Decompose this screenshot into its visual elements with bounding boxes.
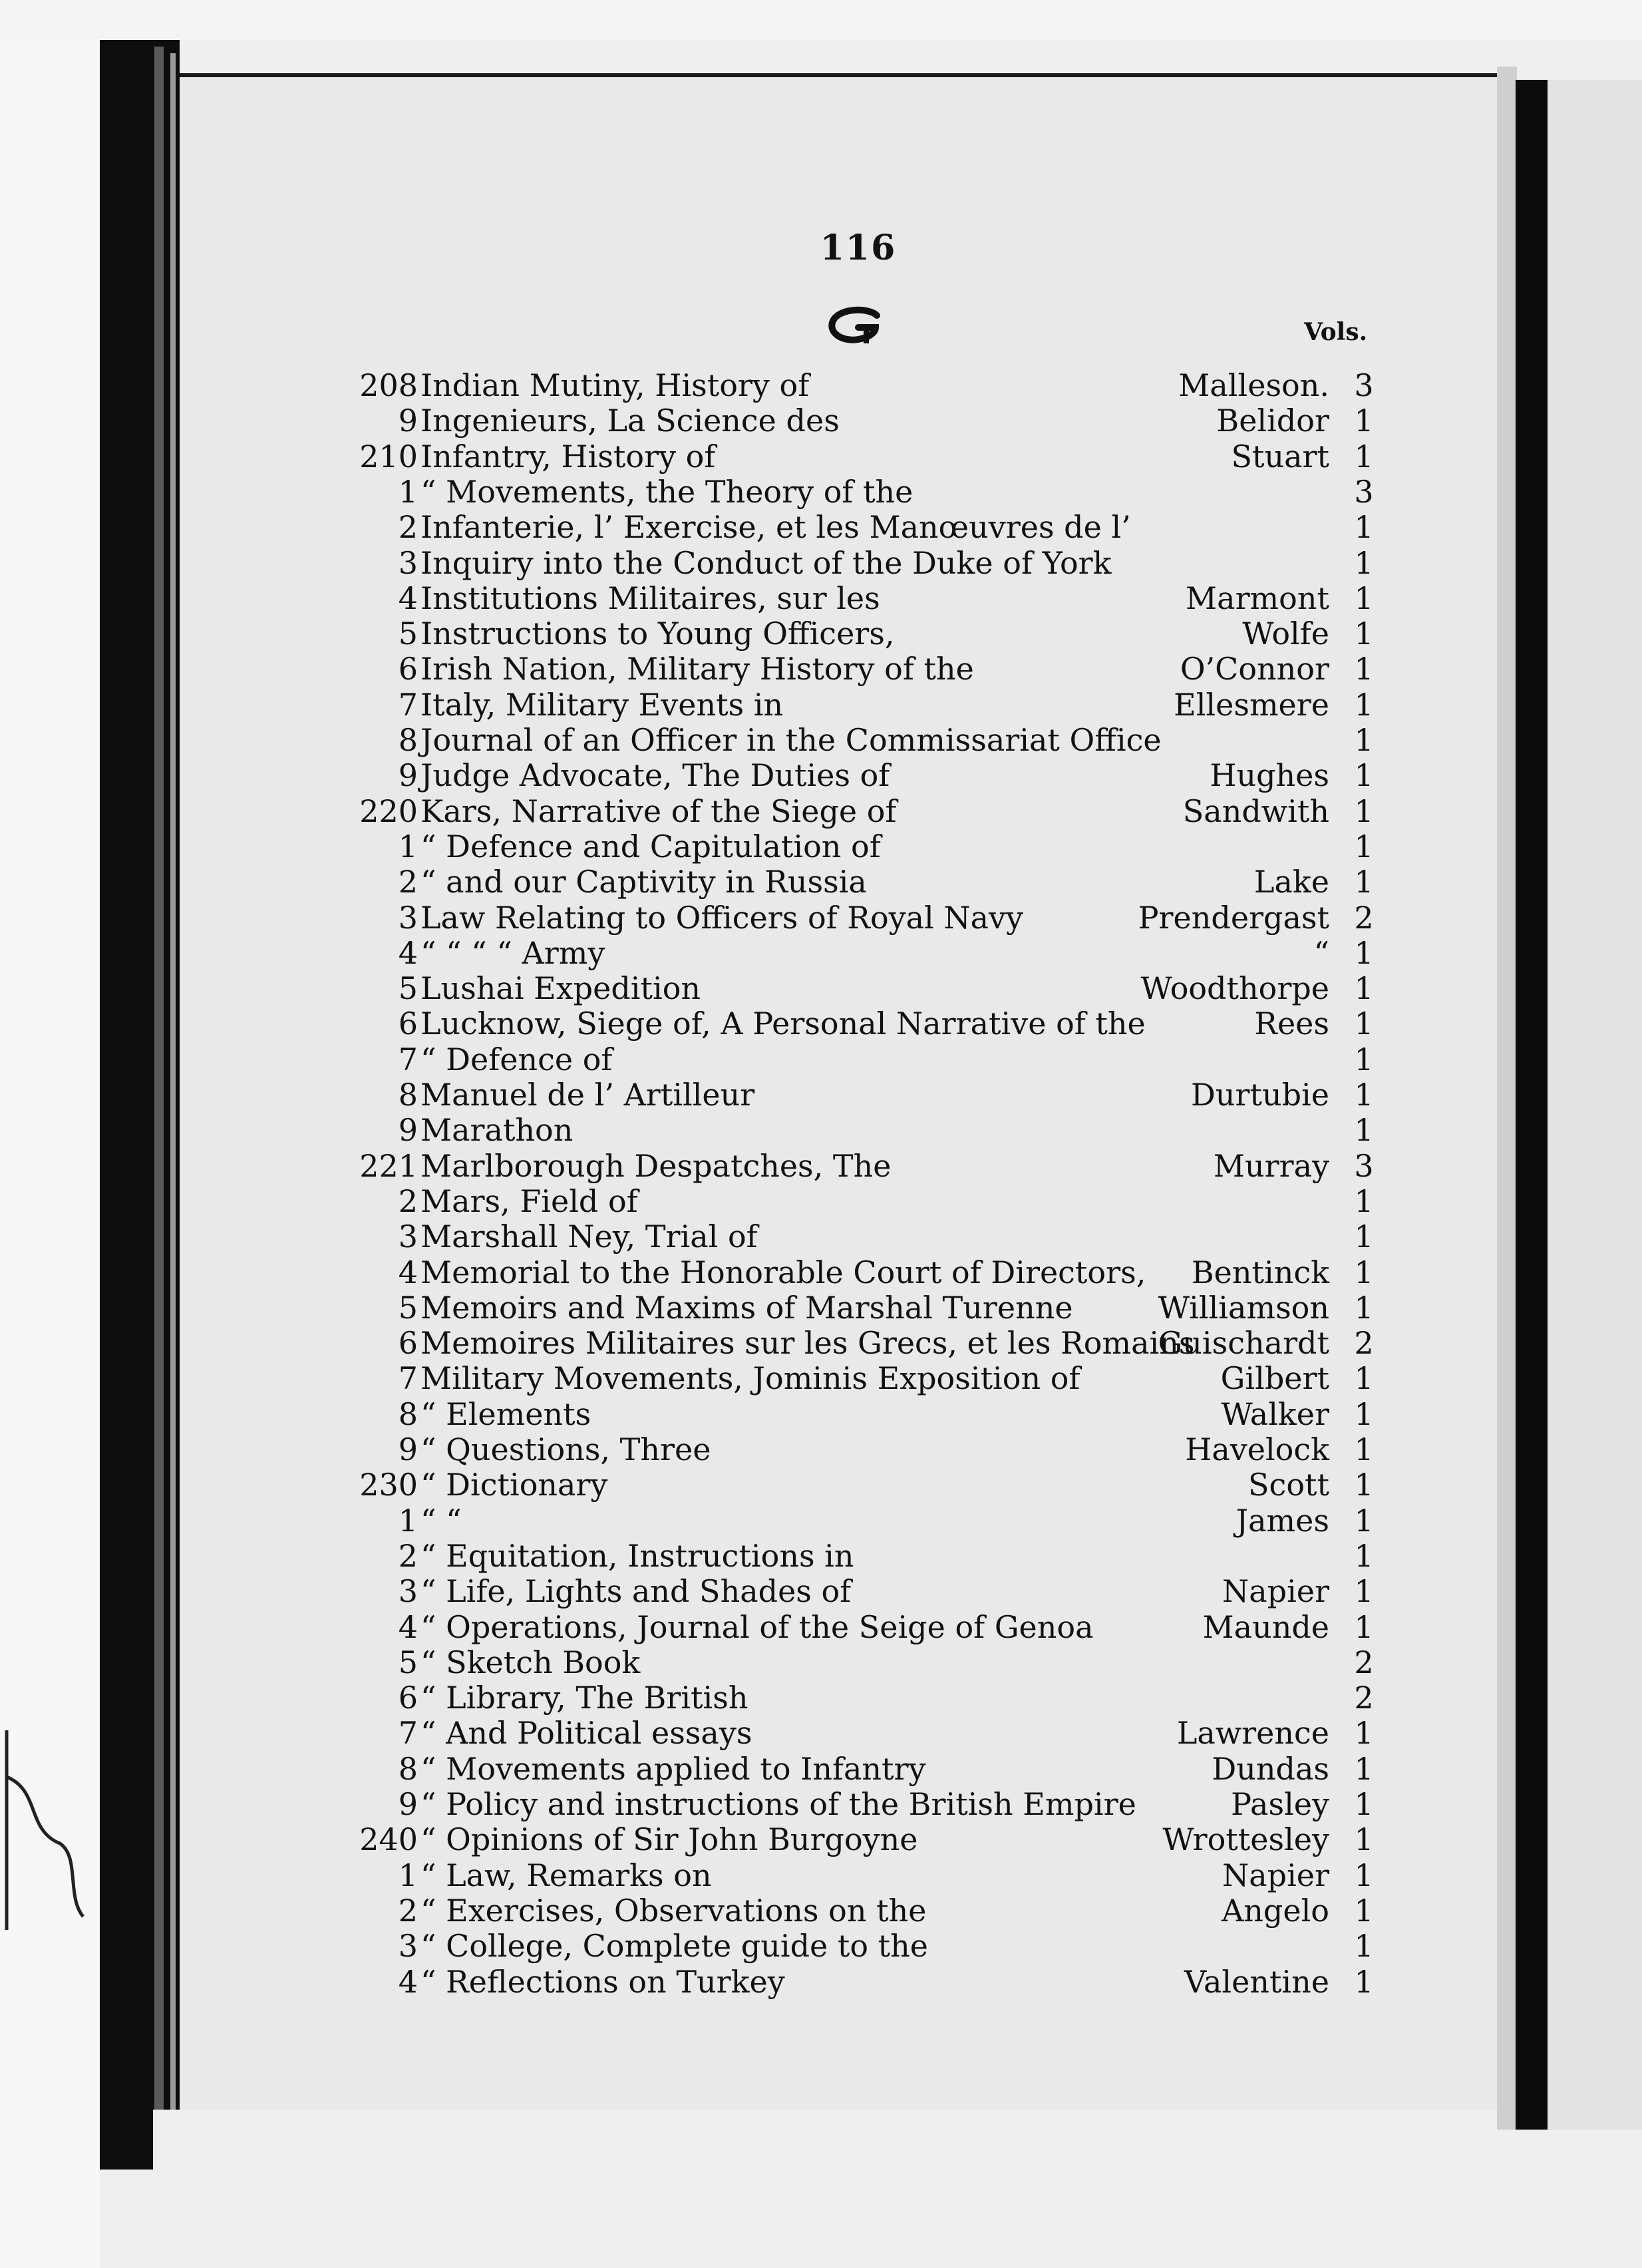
entry-title: Judge Advocate, The Duties of [420, 757, 890, 793]
entry-number: 2 [398, 1183, 418, 1219]
entry-title: Lucknow, Siege of, A Personal Narrative of the [420, 1006, 1146, 1041]
entry-volumes: 1 [1354, 1360, 1374, 1396]
entry-volumes: 1 [1354, 1006, 1374, 1041]
entry-number: 8 [398, 1396, 418, 1432]
entry-number: 8 [398, 722, 418, 758]
entry-author: Scott [1248, 1467, 1329, 1503]
entry-volumes: 1 [1354, 1467, 1374, 1503]
entry-title: “ College, Complete guide to the [420, 1928, 929, 1964]
entry-number: 2 [398, 1893, 418, 1929]
catalogue-entry [0, 651, 1642, 687]
entry-number: 3 [398, 1219, 418, 1254]
entry-title: Law Relating to Officers of Royal Navy [420, 900, 1024, 936]
entry-author: Wolfe [1242, 616, 1329, 652]
entry-author: Lake [1253, 864, 1329, 900]
entry-number: 6 [398, 1680, 418, 1716]
entry-author: Rees [1254, 1006, 1329, 1041]
catalogue-entry [0, 1360, 1642, 1396]
entry-number: 6 [398, 1325, 418, 1361]
entry-author: Sandwith [1182, 793, 1329, 829]
catalogue-entry [0, 1396, 1642, 1432]
entry-number: 230 [359, 1467, 418, 1503]
entry-author: Wrottesley [1162, 1821, 1329, 1857]
entry-title: “ Policy and instructions of the British Empire [420, 1786, 1136, 1822]
entry-title: Mars, Field of [420, 1183, 638, 1219]
entry-volumes: 1 [1354, 1396, 1374, 1432]
entry-volumes: 1 [1354, 1431, 1374, 1467]
catalogue-entry [0, 545, 1642, 581]
entry-number: 6 [398, 1006, 418, 1041]
scan-bottom-margin [153, 2110, 1510, 2268]
entry-author: Napier [1222, 1857, 1329, 1893]
entry-author: Bentinck [1191, 1254, 1329, 1290]
entry-number: 4 [398, 935, 418, 971]
entry-number: 3 [398, 1573, 418, 1609]
entry-volumes: 2 [1354, 1644, 1374, 1680]
entry-volumes: 2 [1354, 1325, 1374, 1361]
entry-author: Valentine [1184, 1964, 1329, 2000]
catalogue-entry [0, 687, 1642, 723]
entry-number: 240 [359, 1821, 418, 1857]
entry-volumes: 1 [1354, 439, 1374, 474]
entry-author: Prendergast [1138, 900, 1329, 936]
entry-author: Stuart [1231, 439, 1329, 474]
catalogue-entry [0, 1644, 1642, 1680]
catalogue-entry [0, 1431, 1642, 1467]
catalogue-entry [0, 1928, 1642, 1964]
entry-title: “ “ [420, 1503, 462, 1539]
entry-title: Irish Nation, Military History of the [420, 651, 974, 687]
entry-volumes: 1 [1354, 935, 1374, 971]
entry-title: Memorial to the Honorable Court of Directors, [420, 1254, 1146, 1290]
entry-volumes: 1 [1354, 1928, 1374, 1964]
entry-number: 9 [398, 1431, 418, 1467]
catalogue-entry [0, 1325, 1642, 1361]
entry-author: Guischardt [1158, 1325, 1329, 1361]
entry-number: 4 [398, 1964, 418, 2000]
entry-author: Pasley [1231, 1786, 1329, 1822]
entry-volumes: 1 [1354, 687, 1374, 723]
entry-volumes: 1 [1354, 1219, 1374, 1254]
catalogue-entry [0, 1964, 1642, 2000]
entry-volumes: 1 [1354, 1715, 1374, 1751]
entry-number: 5 [398, 970, 418, 1006]
entry-author: Malleson. [1178, 367, 1329, 403]
entry-title: Military Movements, Jominis Exposition of [420, 1360, 1080, 1396]
entry-volumes: 1 [1354, 970, 1374, 1006]
entry-author: Ellesmere [1174, 687, 1329, 723]
scan-top-margin [0, 0, 1642, 40]
entry-author: Angelo [1222, 1893, 1329, 1929]
entry-volumes: 1 [1354, 1893, 1374, 1929]
entry-volumes: 1 [1354, 793, 1374, 829]
entry-number: 2 [398, 509, 418, 545]
catalogue-entry [0, 1573, 1642, 1609]
catalogue-entry [0, 1503, 1642, 1539]
entry-title: “ Opinions of Sir John Burgoyne [420, 1821, 918, 1857]
catalogue-entry [0, 1077, 1642, 1113]
entry-author: Marmont [1186, 580, 1329, 616]
catalogue-entry [0, 1857, 1642, 1893]
entry-author: Durtubie [1191, 1077, 1329, 1113]
entry-title: Infanterie, l’ Exercise, et les Manœuvres de l’ [420, 509, 1131, 545]
entry-number: 8 [398, 1751, 418, 1787]
entry-number: 4 [398, 1254, 418, 1290]
page-number: 116 [820, 228, 897, 268]
entry-title: Indian Mutiny, History of [420, 367, 810, 403]
entry-author: Murray [1213, 1148, 1329, 1184]
entry-number: 4 [398, 1609, 418, 1645]
entry-title: “ Life, Lights and Shades of [420, 1573, 852, 1609]
entry-title: “ and our Captivity in Russia [420, 864, 867, 900]
entry-number: 208 [359, 367, 418, 403]
entry-volumes: 1 [1354, 545, 1374, 581]
entry-number: 7 [398, 1715, 418, 1751]
entry-number: 7 [398, 687, 418, 723]
entry-title: Manuel de l’ Artilleur [420, 1077, 755, 1113]
entry-title: Inquiry into the Conduct of the Duke of York [420, 545, 1112, 581]
vols-column-header: Vols. [1304, 318, 1368, 346]
entry-number: 3 [398, 900, 418, 936]
entry-number: 7 [398, 1041, 418, 1077]
entry-title: “ Movements, the Theory of the [420, 474, 913, 510]
entry-number: 5 [398, 1290, 418, 1326]
catalogue-entry [0, 509, 1642, 545]
entry-volumes: 1 [1354, 829, 1374, 864]
entry-volumes: 1 [1354, 1538, 1374, 1574]
entry-volumes: 3 [1354, 474, 1374, 510]
entry-volumes: 1 [1354, 757, 1374, 793]
catalogue-entry [0, 1148, 1642, 1184]
entry-volumes: 1 [1354, 864, 1374, 900]
entry-author: Gilbert [1220, 1360, 1329, 1396]
entry-title: Instructions to Young Officers, [420, 616, 895, 652]
entry-number: 5 [398, 1644, 418, 1680]
entry-title: Lushai Expedition [420, 970, 701, 1006]
catalogue-entry [0, 367, 1642, 403]
entry-volumes: 1 [1354, 1786, 1374, 1822]
catalogue-entry [0, 616, 1642, 652]
entry-volumes: 1 [1354, 1112, 1374, 1148]
entry-author: “ [1313, 935, 1329, 971]
entry-number: 9 [398, 1112, 418, 1148]
entry-author: Williamson [1158, 1290, 1329, 1326]
catalogue-entry [0, 864, 1642, 900]
entry-number: 1 [398, 474, 418, 510]
entry-title: “ Questions, Three [420, 1431, 711, 1467]
entry-volumes: 3 [1354, 367, 1374, 403]
entry-volumes: 1 [1354, 1751, 1374, 1787]
entry-title: Journal of an Officer in the Commissariat Office [420, 722, 1162, 758]
entry-volumes: 1 [1354, 1290, 1374, 1326]
catalogue-entry [0, 1183, 1642, 1219]
entry-number: 2 [398, 864, 418, 900]
catalogue-entry [0, 1290, 1642, 1326]
catalogue-entry [0, 1467, 1642, 1503]
entry-number: 210 [359, 439, 418, 474]
ornament-g-icon [825, 306, 885, 346]
entry-title: “ “ “ “ Army [420, 935, 605, 971]
catalogue-entry [0, 793, 1642, 829]
catalogue-entry [0, 1821, 1642, 1857]
entry-title: “ Library, The British [420, 1680, 748, 1716]
entry-volumes: 1 [1354, 651, 1374, 687]
entry-title: “ Reflections on Turkey [420, 1964, 785, 2000]
entry-volumes: 1 [1354, 616, 1374, 652]
entry-number: 2 [398, 1538, 418, 1574]
entry-author: Belidor [1216, 403, 1329, 439]
entry-title: “ Defence of [420, 1041, 613, 1077]
catalogue-entry [0, 1219, 1642, 1254]
entry-volumes: 1 [1354, 1254, 1374, 1290]
entry-volumes: 2 [1354, 900, 1374, 936]
entry-title: Italy, Military Events in [420, 687, 784, 723]
entry-volumes: 1 [1354, 1821, 1374, 1857]
entry-volumes: 1 [1354, 1609, 1374, 1645]
entry-volumes: 1 [1354, 1573, 1374, 1609]
entry-author: Lawrence [1176, 1715, 1329, 1751]
entry-title: Marlborough Despatches, The [420, 1148, 892, 1184]
entry-author: Woodthorpe [1140, 970, 1329, 1006]
catalogue-entry [0, 1254, 1642, 1290]
entry-number: 1 [398, 1857, 418, 1893]
catalogue-entry [0, 1893, 1642, 1929]
entry-volumes: 1 [1354, 1503, 1374, 1539]
entry-title: Infantry, History of [420, 439, 716, 474]
entry-title: “ Law, Remarks on [420, 1857, 712, 1893]
entry-volumes: 1 [1354, 1857, 1374, 1893]
catalogue-entry [0, 1006, 1642, 1041]
catalogue-entry [0, 900, 1642, 936]
entry-volumes: 1 [1354, 509, 1374, 545]
entry-title: Ingenieurs, La Science des [420, 403, 840, 439]
entry-title: “ Elements [420, 1396, 591, 1432]
catalogue-entry [0, 935, 1642, 971]
catalogue-entry [0, 1609, 1642, 1645]
entry-title: “ Exercises, Observations on the [420, 1893, 927, 1929]
entry-title: Kars, Narrative of the Siege of [420, 793, 897, 829]
entry-number: 1 [398, 829, 418, 864]
entry-number: 5 [398, 616, 418, 652]
entry-number: 4 [398, 580, 418, 616]
entry-volumes: 1 [1354, 580, 1374, 616]
entry-title: “ Movements applied to Infantry [420, 1751, 926, 1787]
entry-volumes: 1 [1354, 722, 1374, 758]
entry-number: 9 [398, 403, 418, 439]
entry-author: Walker [1221, 1396, 1329, 1432]
entry-title: Memoirs and Maxims of Marshal Turenne [420, 1290, 1073, 1326]
entry-number: 7 [398, 1360, 418, 1396]
catalogue-entry [0, 474, 1642, 510]
entry-volumes: 1 [1354, 1964, 1374, 2000]
catalogue-entry [0, 580, 1642, 616]
entry-author: Dundas [1212, 1751, 1329, 1787]
catalogue-entry [0, 1715, 1642, 1751]
entry-title: “ Equitation, Instructions in [420, 1538, 854, 1574]
catalogue-entry [0, 1680, 1642, 1716]
entry-volumes: 1 [1354, 1041, 1374, 1077]
entry-title: “ Dictionary [420, 1467, 608, 1503]
entry-author: Havelock [1185, 1431, 1329, 1467]
catalogue-entry [0, 1751, 1642, 1787]
entry-number: 1 [398, 1503, 418, 1539]
entry-title: Marshall Ney, Trial of [420, 1219, 758, 1254]
entry-title: “ Operations, Journal of the Seige of Genoa [420, 1609, 1094, 1645]
entry-title: Institutions Militaires, sur les [420, 580, 880, 616]
entry-number: 8 [398, 1077, 418, 1113]
entry-number: 9 [398, 757, 418, 793]
entry-volumes: 1 [1354, 1077, 1374, 1113]
catalogue-entry [0, 722, 1642, 758]
catalogue-entry [0, 829, 1642, 864]
entry-number: 3 [398, 545, 418, 581]
catalogue-entry [0, 970, 1642, 1006]
catalogue-entry [0, 1538, 1642, 1574]
entry-title: Memoires Militaires sur les Grecs, et les Romains [420, 1325, 1195, 1361]
catalogue-entry [0, 1112, 1642, 1148]
catalogue-entry [0, 757, 1642, 793]
entry-volumes: 1 [1354, 1183, 1374, 1219]
entry-number: 6 [398, 651, 418, 687]
entry-volumes: 1 [1354, 403, 1374, 439]
entry-volumes: 2 [1354, 1680, 1374, 1716]
entry-author: Maunde [1202, 1609, 1329, 1645]
entry-number: 9 [398, 1786, 418, 1822]
entry-title: “ And Political essays [420, 1715, 752, 1751]
entry-title: “ Sketch Book [420, 1644, 641, 1680]
entry-author: O’Connor [1180, 651, 1329, 687]
catalogue-entry [0, 439, 1642, 474]
catalogue-entry [0, 1786, 1642, 1822]
entry-number: 3 [398, 1928, 418, 1964]
entry-number: 221 [359, 1148, 418, 1184]
catalogue-entry [0, 1041, 1642, 1077]
entry-number: 220 [359, 793, 418, 829]
entry-author: Napier [1222, 1573, 1329, 1609]
entry-author: James [1235, 1503, 1329, 1539]
entry-title: Marathon [420, 1112, 574, 1148]
catalogue-entry [0, 403, 1642, 439]
entry-author: Hughes [1210, 757, 1329, 793]
entry-title: “ Defence and Capitulation of [420, 829, 881, 864]
entry-volumes: 3 [1354, 1148, 1374, 1184]
